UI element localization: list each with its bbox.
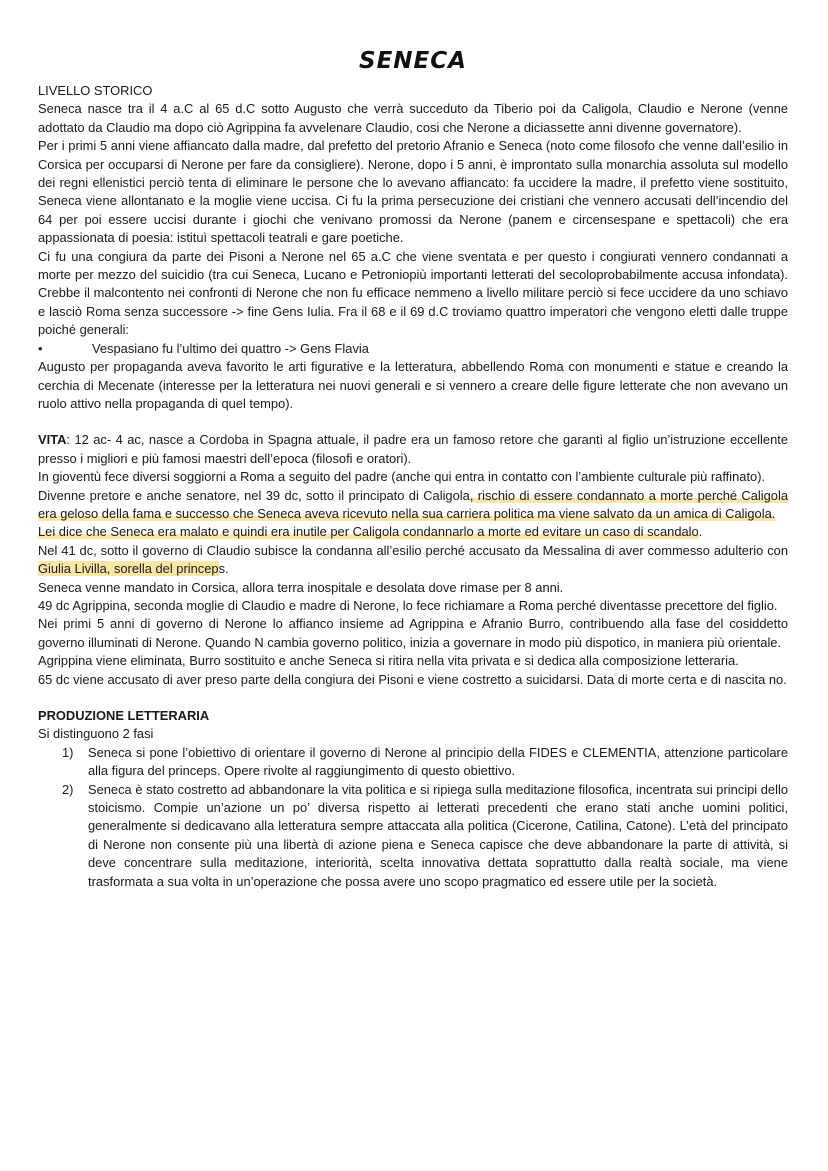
- vita-label: VITA: [38, 432, 67, 448]
- vita-paragraph-10: 65 dc viene accusato di aver preso parte della congiura dei Pisoni e viene costretto a suicidarsi. Data di morte certa e di nascita no.: [38, 671, 787, 687]
- vita-paragraph-3: [38, 487, 788, 524]
- vita-paragraph-2: In gioventù fece diversi soggiorni a Roma a seguito del padre (anche qui entra in contatto con l’ambiente culturale più raffinato).: [38, 469, 766, 485]
- list-item: [62, 744, 788, 781]
- section-produzione-letteraria: [38, 707, 788, 891]
- fasi-list: [38, 744, 788, 891]
- vita-paragraph-5: Nel 41 dc, sotto il governo di Claudio subisce la condanna all’esilio perché accusato da Messalina di aver commesso adulterio con Giulia Livilla, sorella del princeps.: [38, 542, 788, 577]
- vita-paragraph-1: [38, 431, 788, 468]
- vita-text-1: : 12 ac- 4 ac, nasce a Cordoba in Spagna attuale, il padre era un famoso retore che garantì al figlio un’istruzione eccellente presso i migliori e più famosi maestri dell’epoca (filosofi e oratori).: [38, 432, 788, 466]
- vita-paragraph-9: Agrippina viene eliminata, Burro sostituito e anche Seneca si ritira nella vita privata e si dedica alla composizione letteraria.: [38, 653, 739, 669]
- storico-paragraph-3: Ci fu una congiura da parte dei Pisoni a Nerone nel 65 a.C che viene sventata e per questo i congiurati vennero condannati a morte per mezzo del suicidio (tra cui Seneca, Lucano e Petroniopiù importanti letterati del secoloprobabilmente accusa infondata). Crebbe il malcontento nei confronti di Nerone che non fu efficace nemmeno a livello militare perciò si fece uccidere da uno schiavo e lasciò Roma senza successore -> fine Gens Iulia. Fra il 68 e il 69 d.C troviamo quattro imperatori che vengono eletti dalle truppe poiché generali:: [38, 248, 788, 338]
- storico-paragraph-2: Per i primi 5 anni viene affiancato dalla madre, dal prefetto del pretorio Afranio e Seneca (noto come filosofo che venne dall’esilio in Corsica per occuparsi di Nerone per fare da consigliere). Nerone, dopo i 5 anni, è improntato sulla monarchia assoluta sul modello dei regni ellenistici perciò tenta di eliminare le persone che lo avevano affiancato: fa uccidere la madre, il prefetto viene sostituito, Seneca viene allontanato e la moglie viene uccisa. Ci fu la prima persecuzione dei cristiani che vennero accusati dell’incendio del 64 per poi essere uccisi durante i giochi che venivano promossi da Nerone (panem e circensespane e spettacoli) che era appassionata di poesia: istituì spettacoli teatrali e gare poetiche.: [38, 138, 788, 246]
- bullet-text: Vespasiano fu l’ultimo dei quattro -> Gens Flavia: [92, 340, 369, 356]
- vita-paragraph-7: 49 dc Agrippina, seconda moglie di Claudio e madre di Nerone, lo fece richiamare a Roma perché diventasse precettore del figlio.: [38, 597, 778, 613]
- list-item-text: Seneca è stato costretto ad abbandonare la vita politica e si ripiega sulla meditazione filosofica, incentrata sui principi dello stoicismo. Compie un’azione un po’ diversa rispetto ai letterati precedenti che erano stati anche uomini politici, generalmente si dedicavano alla letteratura sempre attaccata alla politica (Cicerone, Catilina, Catone). L’età del principato di Nerone non consente più una libertà di azione piena e Seneca capisce che deve abbandonare la parte di attività, si deve concentrare sulla meditazione, interiorità, scelta innovativa dettata soprattutto dalla realtà sociale, ma viene trasformata a sua volta in un’operazione che possa avere uno scopo pragmatico ed essere utile per la società.: [88, 781, 788, 889]
- highlighted-text: Lei dice che Seneca era malato e quindi era inutile per Caligola condannarlo a morte ed evitare un caso di scandalo: [38, 524, 699, 540]
- section-vita: [38, 431, 788, 689]
- list-item: [62, 781, 788, 891]
- highlighted-text: , rischio di essere condannato a morte perché Caligola era geloso della fama e successo che Seneca aveva ricevuto nella sua carriera politica ma viene salvato da un amica di Caligola.: [38, 487, 788, 521]
- produzione-intro: Si distinguono 2 fasi: [38, 726, 154, 742]
- section-heading-produzione: PRODUZIONE LETTERARIA: [38, 708, 210, 723]
- storico-paragraph-1: Seneca nasce tra il 4 a.C al 65 d.C sotto Augusto che verrà succeduto da Tiberio poi da Caligola, Claudio e Nerone (venne adottato da Claudio ma dopo ciò Agrippina fa avvelenare Claudio, cosi che Nerone a diciassette anni divenne governatore).: [38, 101, 788, 135]
- highlighted-text: Giulia Livilla, sorella del princep: [38, 561, 219, 577]
- vita-text-5: Nel 41 dc, sotto il governo di Claudio subisce la condanna all’esilio perché accusato da Messalina di aver commesso adulterio con: [38, 542, 788, 558]
- bullet-item: [38, 340, 788, 358]
- storico-paragraph-4: Augusto per propaganda aveva favorito le arti figurative e la letteratura, abbellendo Roma con monumenti e statue e creando la cerchia di Mecenate (interesse per la letteratura nei nuovi generali e si vennero a creare delle figure letterate che non avevano un ruolo attivo nella propaganda di quel tempo).: [38, 359, 788, 411]
- vita-paragraph-4: Lei dice che Seneca era malato e quindi era inutile per Caligola condannarlo a morte ed evitare un caso di scandalo.: [38, 524, 703, 540]
- bullet-icon: •: [38, 340, 43, 356]
- list-item-number: 1): [62, 744, 74, 760]
- list-item-number: 2): [62, 781, 74, 797]
- vita-paragraph-6: Seneca venne mandato in Corsica, allora terra inospitale e desolata dove rimase per 8 anni.: [38, 579, 564, 595]
- section-livello-storico: [38, 82, 788, 413]
- vita-paragraph-8: Nei primi 5 anni di governo di Nerone lo affianco insieme ad Agrippina e Afranio Burro, contribuendo alla fase del cosiddetto governo illuminati di Nerone. Quando N cambia governo politico, inizia a governare in modo più dispotico, in maniera più orientale.: [38, 616, 788, 650]
- document-title: SENECA: [359, 48, 467, 74]
- vita-text-3: Divenne pretore e anche senatore, nel 39 dc, sotto il principato di Caligola: [38, 487, 470, 503]
- section-heading-storico: LIVELLO STORICO: [38, 83, 153, 98]
- list-item-text: Seneca si pone l’obiettivo di orientare il governo di Nerone al principio della FIDES e CLEMENTIA, attenzione particolare alla figura del princeps. Opere rivolte al raggiungimento di questo obiettivo.: [88, 744, 788, 779]
